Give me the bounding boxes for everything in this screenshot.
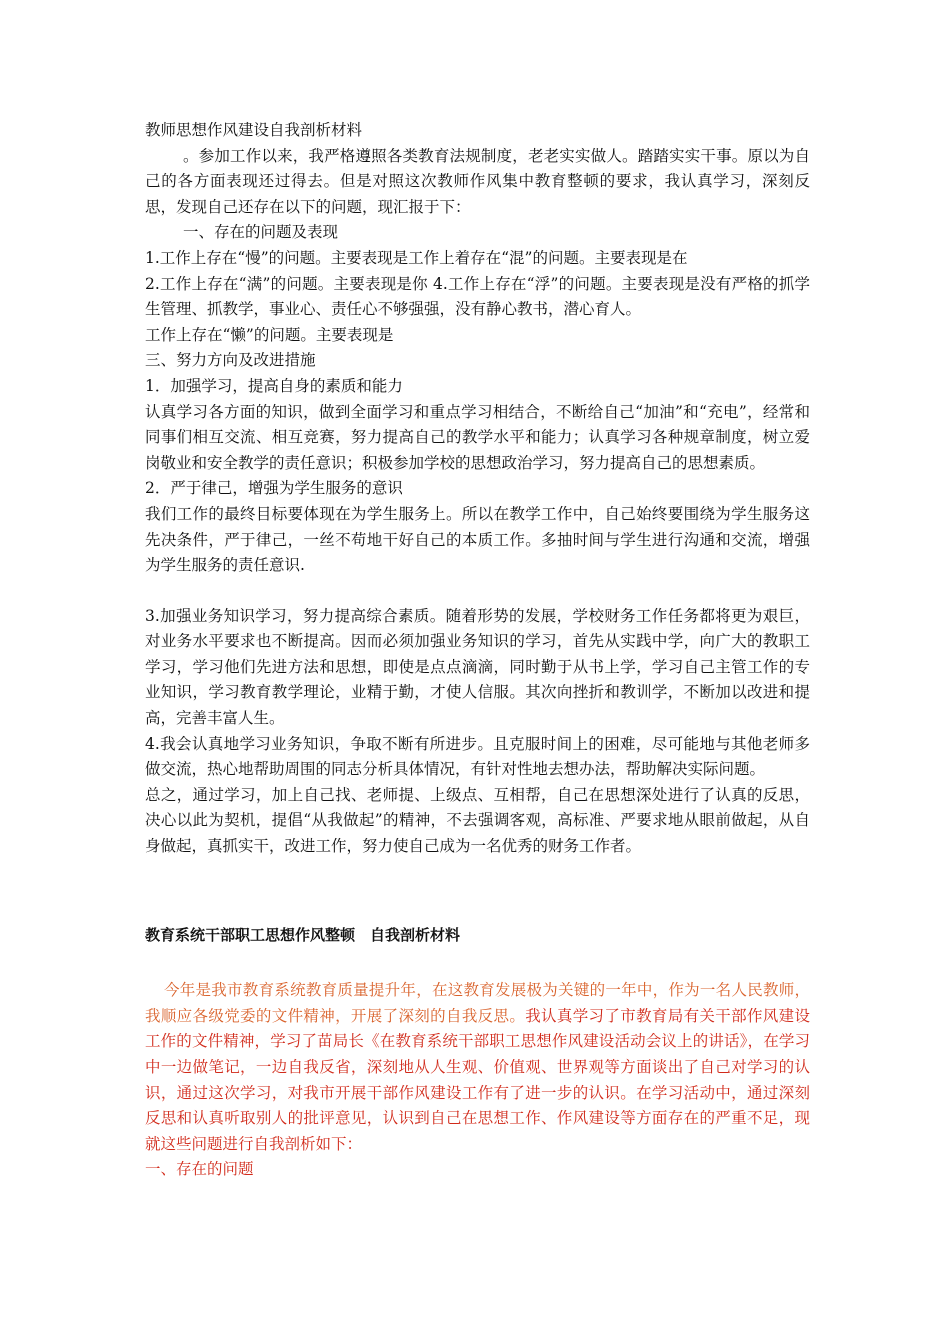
doc2-title: 教育系统干部职工思想作风整顿 自我剖析材料 bbox=[145, 925, 461, 944]
doc2-intro-orange-text: 今年是我市教育系统教育质量提升年，在这教育发展极为关键的一年中，作为一名人民教师，我顺应各级党委的文件精神，开展了深刻的自我反思。 bbox=[145, 981, 810, 1025]
doc1-measure-4-body: 4.我会认真地学习业务知识，争取不断有所进步。且克服时间上的困难，尽可能地与其他老师多做交流，热心地帮助周围的同志分析具体情况，有针对性地去想办法，帮助解决实际问题。 bbox=[145, 734, 810, 779]
doc1-problem-item-1: 1.工作上存在“慢”的问题。主要表现是工作上着存在“混”的问题。主要表现是在 bbox=[145, 248, 688, 267]
doc1-intro-paragraph: 。参加工作以来，我严格遵照各类教育法规制度，老老实实做人。踏踏实实干事。原以为自己的各方面表现还过得去。但是对照这次教师作风集中教育整顿的要求，我认真学习，深刻反思，发现自己还存在以下的问题，现汇报于下： bbox=[145, 146, 810, 216]
doc1-problem-item-3: 工作上存在“懒”的问题。主要表现是 bbox=[145, 325, 394, 344]
doc1-section-heading-3: 三、努力方向及改进措施 bbox=[145, 351, 316, 370]
doc1-conclusion: 总之，通过学习，加上自己找、老师提、上级点、互相帮，自己在思想深处进行了认真的反思，决心以此为契机，提倡“从我做起”的精神，不去强调客观，高标准、严要求地从眼前做起，从自身做起，真抓实干，改进工作，努力使自己成为一名优秀的财务工作者。 bbox=[145, 785, 810, 856]
doc2-intro-red-text: 我认真学习了市教育局有关干部作风建设工作的文件精神，学习了苗局长《在教育系统干部职工思想作风建设活动会议上的讲话》，在学习中一边做笔记，一边自我反省，深刻地从人生观、价值观、世界观等方面谈出了自己对学习的认识，通过这次学习，对我市开展干部作风建设工作有了进一步的认识。在学习活动中，通过深刻反思和认真听取别人的批评意见，认识到自己在思想工作、作风建设等方面存在的严重不足，现就这些问题进行自我剖析如下： bbox=[145, 1006, 810, 1153]
doc2-intro-paragraph bbox=[145, 978, 810, 1157]
blank-line bbox=[145, 579, 810, 604]
doc1-title: 教师思想作风建设自我剖析材料 bbox=[145, 121, 363, 139]
doc1-problem-item-2: 2.工作上存在“满”的问题。主要表现是你 4.工作上存在“浮”的问题。主要表现是没有严格的抓学生管理、抓教学，事业心、责任心不够强强，没有静心教书，潜心育人。 bbox=[145, 274, 810, 319]
section-spacer bbox=[145, 860, 810, 923]
doc1-measure-1-title: 1．加强学习，提高自身的素质和能力 bbox=[145, 376, 403, 395]
doc1-measure-2-title: 2．严于律己，增强为学生服务的意识 bbox=[145, 479, 403, 498]
blank-line bbox=[145, 948, 810, 978]
doc2-section-heading-1: 一、存在的问题 bbox=[145, 1160, 254, 1179]
doc1-measure-1-body: 认真学习各方面的知识，做到全面学习和重点学习相结合，不断给自己“加油”和“充电”，经常和同事们相互交流、相互竞赛，努力提高自己的教学水平和能力；认真学习各种规章制度，树立爱岗敬业和安全教学的责任意识；积极参加学校的思想政治学习，努力提高自己的思想素质。 bbox=[145, 402, 810, 472]
doc1-section-heading-1: 一、存在的问题及表现 bbox=[183, 223, 339, 242]
doc1-measure-2-body: 我们工作的最终目标要体现在为学生服务上。所以在教学工作中，自己始终要围绕为学生服务这先决条件，严于律己，一丝不苟地干好自己的本质工作。多抽时间与学生进行沟通和交流，增强为学生服务的责任意识. bbox=[145, 504, 810, 575]
doc1-measure-3-body: 3.加强业务知识学习，努力提高综合素质。随着形势的发展，学校财务工作任务都将更为艰巨，对业务水平要求也不断提高。因而必须加强业务知识的学习，首先从实践中学，向广大的教职工学习，学习他们先进方法和思想，即使是点点滴滴，同时勤于从书上学，学习自己主管工作的专业知识，学习教育教学理论，业精于勤，才使人信服。其次向挫折和教训学，不断加以改进和提高，完善丰富人生。 bbox=[145, 606, 810, 728]
document-page bbox=[145, 118, 810, 1183]
